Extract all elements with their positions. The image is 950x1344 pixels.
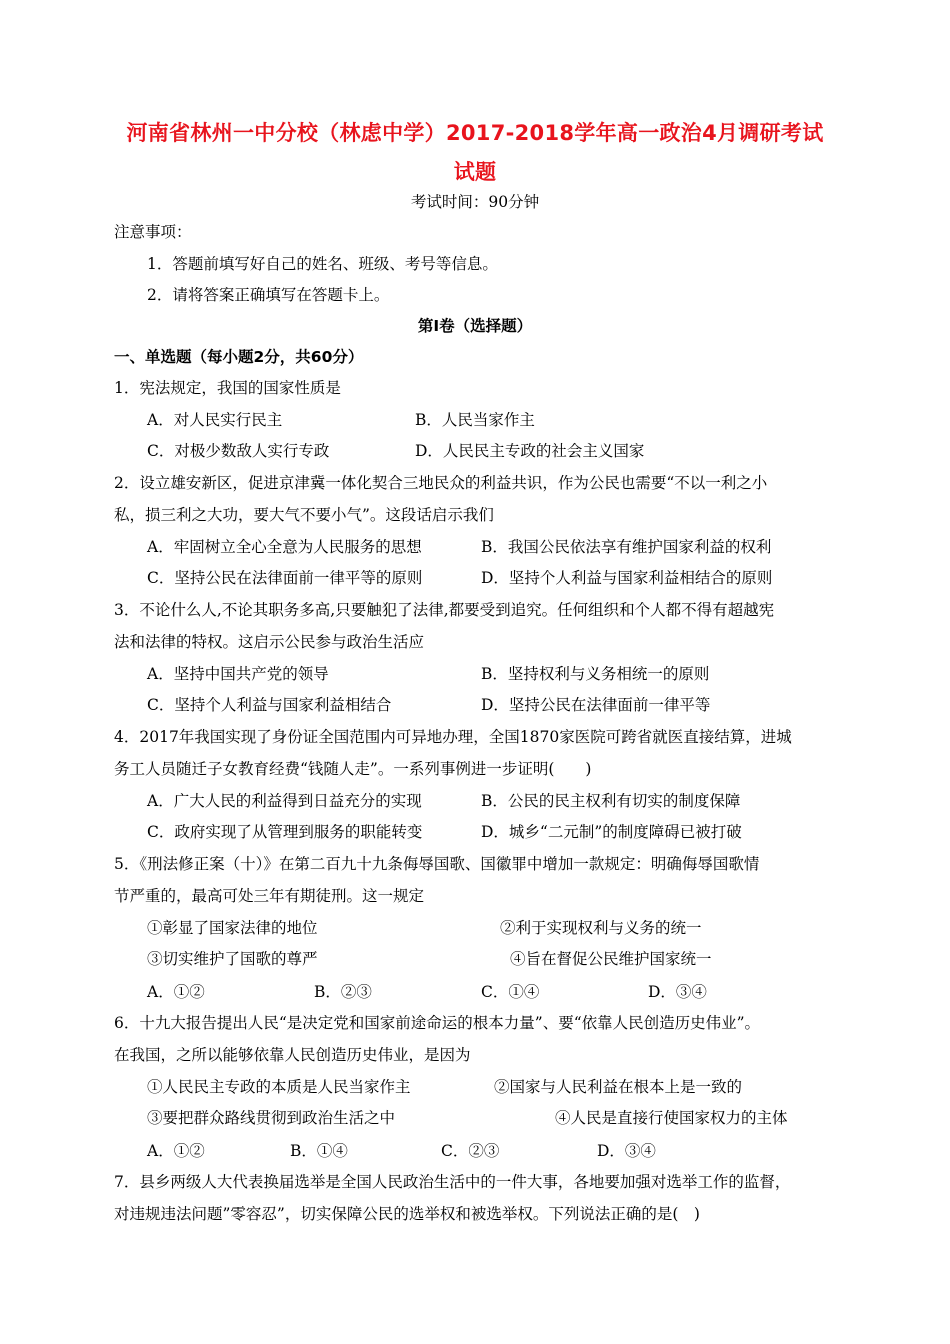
- question-stem: 对违规违法问题”零容忍”，切实保障公民的选举权和被选举权。下列说法正确的是( ): [114, 1205, 700, 1223]
- question-stem: 法和法律的特权。这启示公民参与政治生活应: [114, 633, 425, 651]
- option: A．①②: [147, 1142, 205, 1160]
- option: A．坚持中国共产党的领导: [147, 665, 329, 683]
- option: B．②③: [314, 983, 372, 1001]
- note-item: 1．答题前填写好自己的姓名、班级、考号等信息。: [147, 255, 498, 273]
- option: D．坚持公民在法律面前一律平等: [481, 696, 711, 714]
- note-item: 2．请将答案正确填写在答题卡上。: [147, 286, 390, 304]
- option: A．广大人民的利益得到日益充分的实现: [147, 792, 422, 810]
- option: C．①④: [481, 983, 540, 1001]
- exam-title-line-1: 河南省林州一中分校（林虑中学）2017-2018学年高一政治4月调研考试: [126, 121, 824, 145]
- option: D．坚持个人利益与国家利益相结合的原则: [481, 569, 773, 587]
- part-heading: 一、单选题（每小题2分，共60分）: [114, 348, 364, 366]
- exam-time: 考试时间：90分钟: [410, 193, 540, 211]
- question-stem: 6．十九大报告提出人民“是决定党和国家前途命运的根本力量”、要“依靠人民创造历史伟业”。: [114, 1014, 761, 1032]
- statement-item: ③切实维护了国歌的尊严: [147, 950, 318, 968]
- option: C．坚持公民在法律面前一律平等的原则: [147, 569, 423, 587]
- option: D．城乡“二元制”的制度障碍已被打破: [481, 823, 742, 841]
- option: C．②③: [441, 1142, 500, 1160]
- question-stem: 务工人员随迁子女教育经费“钱随人走”。一系列事例进一步证明( ): [114, 760, 592, 778]
- question-stem: 7．县乡两级人大代表换届选举是全国人民政治生活中的一件大事，各地要加强对选举工作的监督，: [114, 1173, 791, 1191]
- option: D．③④: [648, 983, 707, 1001]
- option: D．③④: [597, 1142, 656, 1160]
- statement-item: ①彰显了国家法律的地位: [147, 919, 318, 937]
- exam-title-line-2: 试题: [453, 160, 497, 184]
- option: A．①②: [147, 983, 205, 1001]
- option: B．我国公民依法享有维护国家利益的权利: [481, 538, 772, 556]
- statement-item: ①人民民主专政的本质是人民当家作主: [147, 1078, 411, 1096]
- question-stem: 4．2017年我国实现了身份证全国范围内可异地办理，全国1870家医院可跨省就医直接结算，进城: [114, 728, 792, 746]
- question-stem: 节严重的，最高可处三年有期徒刑。这一规定: [114, 887, 425, 905]
- statement-item: ②利于实现权利与义务的统一: [500, 919, 702, 937]
- option: C．对极少数敌人实行专政: [147, 442, 330, 460]
- option: B．①④: [290, 1142, 348, 1160]
- statement-item: ③要把群众路线贯彻到政治生活之中: [147, 1109, 396, 1127]
- option: B．人民当家作主: [415, 411, 535, 429]
- statement-item: ②国家与人民利益在根本上是一致的: [494, 1078, 743, 1096]
- question-stem: 3．不论什么人,不论其职务多高,只要触犯了法律,都要受到追究。任何组织和个人都不得有超越宪: [114, 601, 775, 619]
- volume-heading: 第Ⅰ卷（选择题）: [417, 317, 533, 335]
- question-stem: 2．设立雄安新区，促进京津冀一体化契合三地民众的利益共识，作为公民也需要“不以一利之小: [114, 474, 768, 492]
- option: C．坚持个人利益与国家利益相结合: [147, 696, 392, 714]
- option: B．坚持权利与义务相统一的原则: [481, 665, 710, 683]
- option: A．对人民实行民主: [147, 411, 283, 429]
- statement-item: ④旨在督促公民维护国家统一: [510, 950, 712, 968]
- statement-item: ④人民是直接行使国家权力的主体: [555, 1109, 788, 1127]
- question-stem: 在我国，之所以能够依靠人民创造历史伟业，是因为: [114, 1046, 471, 1064]
- question-stem: 1．宪法规定，我国的国家性质是: [114, 379, 341, 397]
- option: A．牢固树立全心全意为人民服务的思想: [147, 538, 422, 556]
- option: D．人民民主专政的社会主义国家: [415, 442, 645, 460]
- question-stem: 5．《刑法修正案（十）》在第二百九十九条侮辱国歌、国徽罪中增加一款规定：明确侮辱国歌情: [114, 855, 760, 873]
- question-stem: 私，损三利之大功，要大气不要小气”。这段话启示我们: [114, 506, 494, 524]
- option: B．公民的民主权利有切实的制度保障: [481, 792, 741, 810]
- notes-heading: 注意事项：: [114, 223, 192, 241]
- option: C．政府实现了从管理到服务的职能转变: [147, 823, 423, 841]
